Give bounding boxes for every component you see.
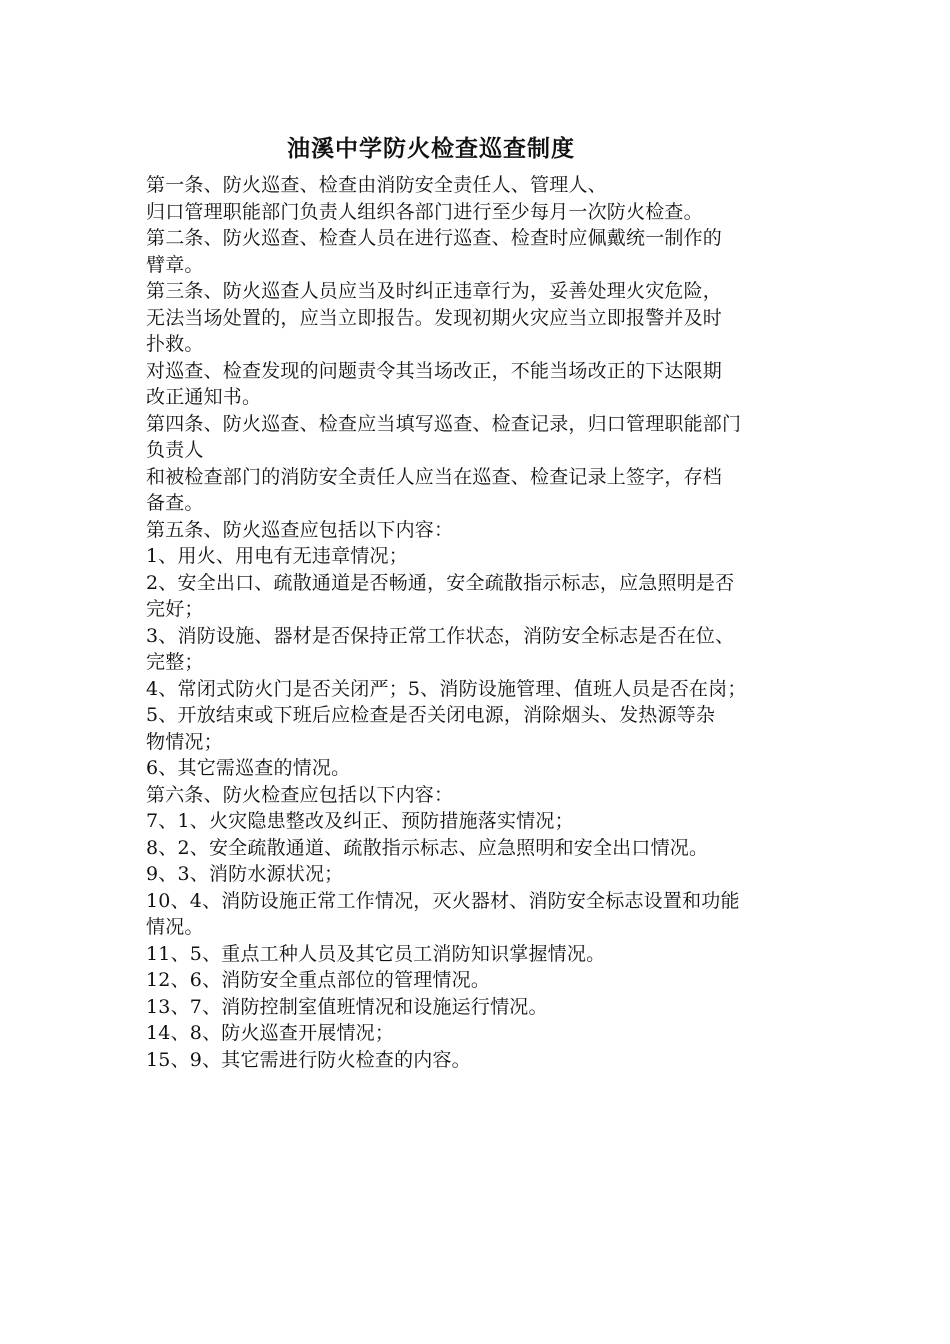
text-line: 改正通知书。: [146, 386, 262, 408]
text-line: 15、9、其它需进行防火检查的内容。: [146, 1048, 471, 1071]
text-line: 第五条、防火巡查应包括以下内容：: [146, 518, 454, 541]
text-line: 2、安全出口、疏散通道是否畅通，安全疏散指示标志，应急照明是否: [146, 571, 735, 594]
text-line: 1、用火、用电有无违章情况；: [146, 545, 408, 567]
text-line: 第三条、防火巡查人员应当及时纠正违章行为，妥善处理火灾危险，: [146, 280, 723, 302]
text-line: 第一条、防火巡查、检查由消防安全责任人、管理人、: [146, 174, 607, 196]
document-title: 油溪中学防火检查巡查制度: [287, 135, 575, 162]
text-line: 归口管理职能部门负责人组织各部门进行至少每月一次防火检查。: [146, 200, 703, 223]
text-line: 14、8、防火巡查开展情况；: [146, 1022, 395, 1044]
text-line: 对巡查、检查发现的问题责令其当场改正，不能当场改正的下达限期: [146, 359, 723, 382]
text-line: 扑救。: [146, 333, 204, 355]
text-line: 备查。: [146, 492, 204, 514]
text-line: 3、消防设施、器材是否保持正常工作状态，消防安全标志是否在位、: [146, 624, 735, 647]
text-line: 11、5、重点工种人员及其它员工消防知识掌握情况。: [146, 942, 606, 965]
text-line: 7、1、火灾隐患整改及纠正、预防措施落实情况；: [146, 810, 574, 832]
text-line: 6、其它需巡查的情况。: [146, 757, 351, 779]
text-line: 第二条、防火巡查、检查人员在进行巡查、检查时应佩戴统一制作的: [146, 227, 723, 249]
text-line: 5、开放结束或下班后应检查是否关闭电源，消除烟头、发热源等杂: [146, 704, 716, 726]
text-line: 12、6、消防安全重点部位的管理情况。: [146, 969, 491, 991]
text-line: 无法当场处置的，应当立即报告。发现初期火灾应当立即报警并及时: [146, 306, 723, 329]
text-line: 物情况；: [146, 730, 223, 753]
text-line: 8、2、安全疏散通道、疏散指示标志、应急照明和安全出口情况。: [146, 836, 709, 859]
text-line: 臂章。: [146, 253, 204, 276]
text-line: 负责人: [146, 439, 204, 461]
text-line: 4、常闭式防火门是否关闭严；5、消防设施管理、值班人员是否在岗；: [146, 677, 747, 700]
text-line: 情况。: [146, 916, 204, 938]
text-line: 9、3、消防水源状况；: [146, 863, 344, 885]
text-line: 完整；: [146, 651, 204, 673]
text-line: 和被检查部门的消防安全责任人应当在巡查、检查记录上签字，存档: [146, 465, 723, 488]
document-body: [146, 172, 812, 1073]
text-line: 第四条、防火巡查、检查应当填写巡查、检查记录，归口管理职能部门: [146, 412, 742, 435]
text-line: 10、4、消防设施正常工作情况，灭火器材、消防安全标志设置和功能: [146, 889, 740, 912]
text-line: 完好；: [146, 598, 204, 620]
text-line: 13、7、消防控制室值班情况和设施运行情况。: [146, 995, 548, 1018]
text-line: 第六条、防火检查应包括以下内容：: [146, 783, 454, 806]
